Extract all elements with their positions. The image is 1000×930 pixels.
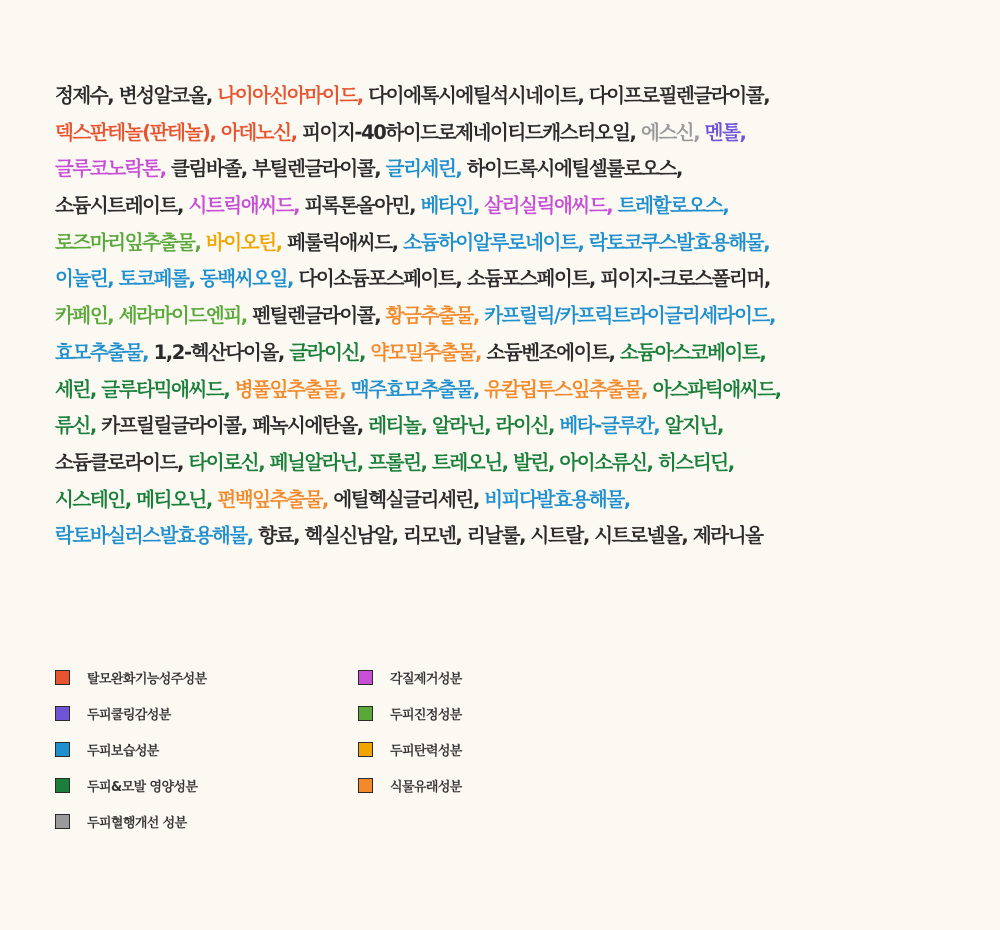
ingredient-item: 에틸헥실글리세린, [333, 487, 485, 511]
ingredient-line [55, 372, 960, 409]
legend-label: 두피진정성분 [390, 708, 462, 723]
ingredient-item: 약모밀추출물, [370, 340, 487, 364]
ingredient-item: 글라이신, [289, 340, 371, 364]
ingredient-item: 토코페롤, [118, 267, 200, 291]
ingredient-item: 에스신, [640, 120, 705, 144]
ingredient-item: 메티오닌, [136, 487, 218, 511]
ingredient-item: 살리실릭애씨드, [484, 194, 618, 218]
ingredient-item: 부틸렌글라이콜, [252, 157, 386, 181]
ingredient-item: 글루타믹애씨드, [101, 377, 235, 401]
ingredient-item: 소듐시트레이트, [55, 194, 189, 218]
legend-item [55, 812, 358, 831]
ingredient-item: 헥실신남알, [304, 524, 404, 548]
legend-swatch-icon [358, 742, 373, 757]
ingredient-item: 글루코노락톤, [55, 157, 172, 181]
ingredient-item: 시스테인, [55, 487, 137, 511]
ingredient-line [55, 188, 960, 225]
ingredient-item: 페닐알라닌, [269, 450, 369, 474]
legend-label: 탈모완화기능성주성분 [87, 672, 207, 687]
ingredient-line [55, 298, 960, 335]
ingredient-item: 시트랄, [530, 524, 595, 548]
ingredient-line [55, 115, 960, 152]
legend-swatch-icon [55, 742, 70, 757]
ingredient-line [55, 151, 960, 188]
ingredient-line [55, 445, 960, 482]
ingredient-item: 편백잎추출물, [217, 487, 334, 511]
ingredient-item: 베타인, [420, 194, 485, 218]
ingredient-item: 병풀잎추출물, [234, 377, 351, 401]
legend-item [55, 704, 358, 723]
legend-swatch-icon [55, 706, 70, 721]
ingredient-line [55, 225, 960, 262]
ingredient-item: 글리세린, [385, 157, 467, 181]
ingredient-item: 향료, [258, 524, 305, 548]
ingredient-item: 아데노신, [220, 120, 303, 144]
ingredient-list [55, 78, 960, 555]
ingredient-item: 아스파틱애씨드, [652, 377, 781, 401]
ingredient-line [55, 408, 960, 445]
ingredient-line [55, 261, 960, 298]
legend-item [358, 668, 655, 687]
ingredient-item: 클림바졸, [171, 157, 253, 181]
ingredient-item: 비피다발효용해물, [484, 487, 630, 511]
ingredient-item: 황금추출물, [385, 304, 485, 328]
legend-label: 두피쿨링감성분 [87, 708, 171, 723]
ingredient-item: 시트로넬올, [594, 524, 693, 548]
legend-item [358, 776, 655, 795]
legend-swatch-icon [358, 778, 373, 793]
legend-swatch-icon [55, 814, 70, 829]
ingredient-item: 세린, [55, 377, 102, 401]
ingredient-item: 제라니올 [692, 524, 763, 548]
ingredient-item: 펜틸렌글라이콜, [252, 304, 386, 328]
ingredient-item: 멘톨, [704, 120, 746, 144]
ingredient-item: 히스티딘, [657, 450, 734, 474]
ingredient-item: 타이로신, [188, 450, 270, 474]
ingredient-item: 다이에톡시에틸석시네이트, [368, 84, 589, 107]
legend-label: 두피보습성분 [87, 744, 159, 759]
ingredient-item: 알지닌, [664, 414, 723, 438]
legend-item [55, 668, 358, 687]
legend-label: 두피&모발 영양성분 [87, 780, 198, 795]
legend-item [55, 740, 358, 759]
ingredient-item: 베타-글루칸, [559, 414, 665, 438]
ingredient-item: 다이소듐포스페이트, [298, 267, 467, 291]
ingredient-item: 소듐클로라이드, [55, 450, 189, 474]
ingredient-item: 하이드록시에틸셀룰로오스, [466, 157, 683, 181]
ingredient-item: 카프릴릭/카프릭트라이글리세라이드, [484, 304, 775, 328]
legend-label: 각질제거성분 [390, 672, 462, 687]
legend-item [55, 776, 358, 795]
ingredient-item: 유칼립투스잎추출물, [484, 377, 653, 401]
ingredient-item: 소듐벤조에이트, [486, 340, 620, 364]
ingredient-line [55, 78, 960, 115]
ingredient-item: 맥주효모추출물, [350, 377, 485, 401]
ingredient-item: 소듐아스코베이트, [619, 340, 766, 364]
legend-label: 두피혈행개선 성분 [87, 816, 187, 831]
legend-swatch-icon [358, 670, 373, 685]
ingredient-item: 락토코쿠스발효용해물, [588, 230, 770, 254]
legend-swatch-icon [358, 706, 373, 721]
ingredient-item: 류신, [55, 414, 102, 438]
legend-label: 두피탄력성분 [390, 744, 462, 759]
ingredient-item: 페녹시에탄올, [252, 414, 369, 438]
ingredient-item: 소듐하이알루로네이트, [403, 230, 589, 254]
legend-swatch-icon [55, 670, 70, 685]
ingredient-item: 트레오닌, [431, 450, 514, 474]
ingredient-item: 시트릭애씨드, [188, 194, 305, 218]
ingredient-item: 락토바실러스발효용해물, [55, 524, 259, 548]
ingredient-item: 바이오틴, [205, 230, 288, 254]
ingredient-item: 이눌린, [55, 267, 119, 291]
ingredient-item: 1,2-헥산다이올, [153, 340, 290, 364]
ingredient-item: 나이아신아마이드, [217, 84, 369, 107]
ingredient-item: 피이지-40하이드로제네이티드캐스터오일, [302, 120, 641, 144]
ingredient-item: 피이지-크로스폴리머, [600, 267, 770, 291]
ingredient-item: 피록톤올아민, [304, 194, 421, 218]
color-legend [55, 668, 655, 831]
ingredient-item: 로즈마리잎추출물, [55, 230, 206, 254]
legend-item [358, 704, 655, 723]
ingredient-item: 라이신, [495, 414, 560, 438]
legend-item [358, 740, 655, 759]
ingredient-item: 아이소류신, [559, 450, 658, 474]
legend-label: 식물유래성분 [390, 780, 462, 795]
ingredient-item: 카프릴릴글라이콜, [101, 414, 253, 438]
ingredient-item: 다이프로필렌글라이콜, [588, 84, 770, 107]
ingredient-item: 덱스판테놀(판테놀), [55, 120, 221, 144]
ingredient-item: 알라닌, [431, 414, 496, 438]
ingredient-item: 리날룰, [466, 524, 531, 548]
ingredient-item: 발린, [513, 450, 560, 474]
ingredient-line [55, 335, 960, 372]
ingredient-item: 효모추출물, [55, 340, 154, 364]
ingredient-item: 동백씨오일, [199, 267, 299, 291]
ingredient-item: 소듐포스페이트, [466, 267, 601, 291]
legend-swatch-icon [55, 778, 70, 793]
ingredient-item: 세라마이드엔피, [118, 304, 253, 328]
ingredient-item: 리모넨, [403, 524, 467, 548]
ingredient-item: 정제수, [55, 84, 119, 107]
ingredient-item: 트레할로오스, [617, 194, 729, 218]
ingredient-item: 페룰릭애씨드, [287, 230, 404, 254]
ingredient-item: 레티놀, [368, 414, 432, 438]
ingredient-line [55, 518, 960, 555]
ingredient-line [55, 482, 960, 519]
ingredient-item: 프롤린, [368, 450, 432, 474]
ingredient-item: 변성알코올, [118, 84, 218, 107]
ingredient-item: 카페인, [55, 304, 119, 328]
